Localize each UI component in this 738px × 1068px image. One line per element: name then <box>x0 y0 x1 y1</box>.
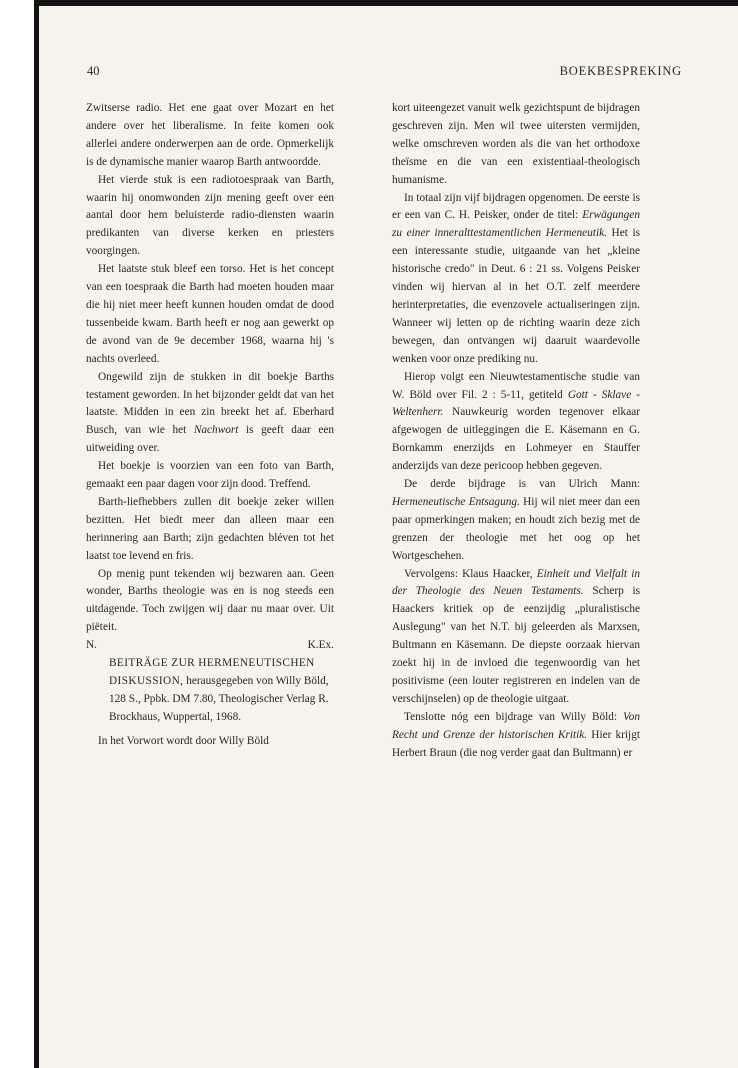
text-run: In totaal zijn vijf bijdragen opgenomen. De eerste is er een van C. H. Peisker, onder de titel: <box>392 191 640 222</box>
italic-title: Hermeneutische Entsagung. <box>392 495 520 508</box>
paragraph <box>392 369 640 476</box>
paragraph: Het laatste stuk bleef een torso. Het is het concept van een toespraak die Barth had moeten houden maar die hij niet meer heeft kunnen houden omdat de dood tussenbeide kwam. Barth heeft er nog aan gewerkt op de avond van de 9e december 1968, waarna hij 's nachts overleed. <box>86 263 334 365</box>
text-run: Hier krijgt Herbert Braun (die nog verder gaat dan Bultmann) er <box>392 728 640 759</box>
italic-title: Einheit und Vielfalt in der Theologie des Neuen Testaments. <box>392 567 640 598</box>
running-head: BOEKBESPREKING <box>559 64 682 78</box>
text-run: Hij wil niet meer dan een paar opmerkingen maken; en houdt zich bezig met de grenzen der theologie met het oog op het Wortgeschehen. <box>392 495 640 562</box>
paragraph: Het boekje is voorzien van een foto van Barth, gemaakt een paar dagen voor zijn dood. Treffend. <box>86 460 334 491</box>
text-run: Nauwkeurig worden tegenover elkaar afgewogen de uitleggingen die E. Käsemann en G. Bornkamm enerzijds en Lohmeyer en Stauffer anderzijds van deze pericoop hebben gegeven. <box>392 406 640 473</box>
page-number: 40 <box>87 64 100 78</box>
paragraph: In het Vorwort wordt door Willy Böld <box>98 734 269 747</box>
text-run: Hierop volgt een Nieuwtestamentische studie van W. Böld over Fil. 2 : 5-11, getiteld <box>392 370 640 401</box>
signature-right: K.Ex. <box>307 639 334 652</box>
italic-title: Erwägungen zu einer inneralttestamentlichen Hermeneutik. <box>392 209 640 240</box>
italic-title: Von Recht und Grenze der historischen Kritik. <box>392 710 640 741</box>
text-run: De derde bijdrage is van Ulrich Mann: <box>404 478 640 491</box>
paragraph: kort uiteengezet vanuit welk gezichtspunt de bijdragen geschreven zijn. Men wil twee uitersten vermijden, welke omschreven worden als die van het orthodoxe theïsme en die van een existentiaal-theologisch humanisme. <box>392 102 640 186</box>
text-run: Scherp is Haackers kritiek op de eenzijdig „pluralistische Auslegung" van het N.T. bij geleerden als Marxsen, Bultmann en Käsemann. De diepste oorzaak hiervan zoekt hij in de invloed die tegenwoordig van het positivisme (een louter registreren en indelen van de verschijnselen) op de theologie uitgaat. <box>392 585 640 705</box>
left-column <box>86 100 334 751</box>
review-details: herausgegeben von Willy Böld, 128 S., Ppbk. DM 7.80, Theologischer Verlag R. Brockhaus, Wuppertal, 1968. <box>109 675 329 723</box>
page-header <box>87 64 682 80</box>
review-title: BEITRÄGE ZUR HERMENEUTISCHEN DISKUSSION, <box>109 657 315 687</box>
italic-title: Gott - Sklave - Weltenherr. <box>392 388 640 419</box>
text-run: is geeft daar een uitweiding over. <box>86 424 334 455</box>
text-run: Vervolgens: Klaus Haacker, <box>404 567 537 580</box>
italic-title: Nachwort <box>193 424 239 437</box>
paragraph <box>392 190 640 369</box>
paragraph <box>86 369 334 459</box>
text-run: Tenslotte nóg een bijdrage van Willy Böld: <box>404 710 624 723</box>
text-run: Ongewild zijn de stukken in dit boekje Barths testament geworden. In het bijzonder geldt dat van het laatste. Midden in een zin breekt het af. Eberhard Busch, van wie het <box>86 370 334 437</box>
paragraph <box>392 709 640 763</box>
paragraph: Zwitserse radio. Het ene gaat over Mozart en het andere over het liberalisme. In feite komen ook allerlei andere onderwerpen aan de orde. Opmerkelijk is de dynamische manier waarop Barth antwoordde. <box>86 102 334 168</box>
paragraph: Het vierde stuk is een radiotoespraak van Barth, waarin hij onomwonden zijn mening geeft over een aantal door hem beluisterde radio-diensten waarin predikanten van diverse kerken en priesters voorgingen. <box>86 173 334 258</box>
signature-left: N. <box>86 639 97 652</box>
review-entry <box>86 655 334 727</box>
right-column <box>392 100 640 763</box>
paragraph: Op menig punt tekenden wij bezwaren aan. Geen wonder, Barths theologie was en is nog steeds een uitdagende. Toch zwijgen wij daar nu maar over. Uit piëteit. <box>86 567 334 634</box>
text-run: Het is een interessante studie, uitgaande van het „kleine historische credo" in Deut. 6 : 21 ss. Volgens Peisker vinden wij hiervan al in het O.T. zelf meerdere herinterpretaties, die evenzovele actualiseringen zijn. Wanneer wij letten op de richting waarin deze zich bewegen, dan ontvangen wij daaruit waardevolle wenken voor onze prediking nu. <box>392 227 640 365</box>
paragraph: Barth-liefhebbers zullen dit boekje zeker willen bezitten. Het biedt meer dan alleen maar een herinnering aan Barth; zijn gedachten bléven tot het laatst toe levend en fris. <box>86 495 334 562</box>
signature-line <box>86 637 334 655</box>
paragraph <box>392 566 640 709</box>
paragraph <box>392 476 640 566</box>
